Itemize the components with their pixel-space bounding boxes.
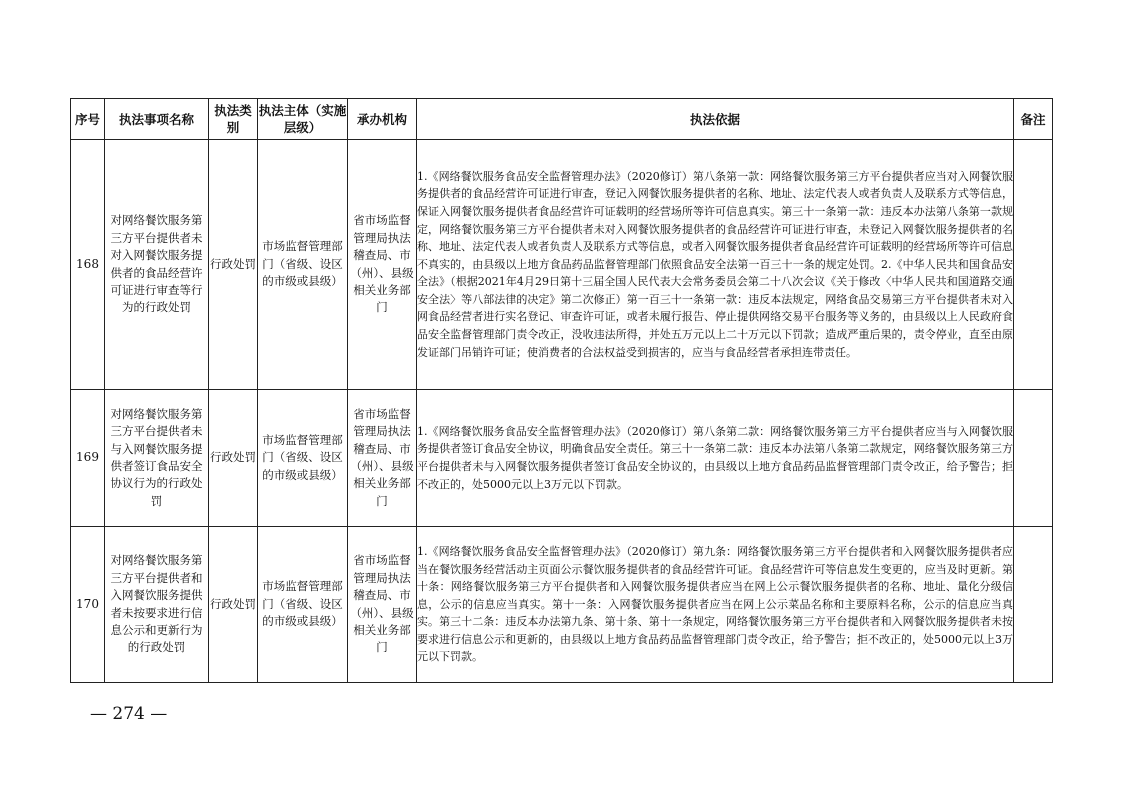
row-basis: 1.《网络餐饮服务食品安全监督管理办法》（2020修订）第九条：网络餐饮服务第三方平台提供者和入网餐饮服务提供者应当在餐饮服务经营活动主页面公示餐饮服务提供者的食品经营许可证。食品经营许可等信息发生变更的，应当及时更新。第十条：网络餐饮服务第三方平台提供者和入网餐饮服务提供者应当在网上公示餐饮服务提供者的名称、地址、量化分级信息，公示的信息应当真实。第十一条：入网餐饮服务提供者应当在网上公示菜品名称和主要原料名称，公示的信息应当真实。第三十二条：违反本办法第九条、第十条、第十一条规定，网络餐饮服务第三方平台提供者和入网餐饮服务提供者未按要求进行信息公示和更新的，由县级以上地方食品药品监督管理部门责令改正，给予警告；拒不改正的，处5000元以上3万元以下罚款。 bbox=[417, 527, 1014, 683]
header-remark: 备注 bbox=[1014, 99, 1053, 140]
row-category: 行政处罚 bbox=[209, 527, 258, 683]
row-item-name: 对网络餐饮服务第三方平台提供者和入网餐饮服务提供者未按要求进行信息公示和更新行为的行政处罚 bbox=[105, 527, 209, 683]
table-row bbox=[71, 527, 1053, 683]
row-subject: 市场监督管理部门（省级、设区的市级或县级） bbox=[258, 390, 348, 527]
row-seq: 168 bbox=[71, 140, 105, 390]
header-category: 执法类别 bbox=[209, 99, 258, 140]
header-subject: 执法主体（实施层级） bbox=[258, 99, 348, 140]
enforcement-items-table bbox=[70, 98, 1053, 683]
row-remark bbox=[1014, 527, 1053, 683]
header-seq: 序号 bbox=[71, 99, 105, 140]
row-org: 省市场监督管理局执法稽查局、市（州）、县级相关业务部门 bbox=[348, 527, 417, 683]
row-remark bbox=[1014, 140, 1053, 390]
row-item-name: 对网络餐饮服务第三方平台提供者未对入网餐饮服务提供者的食品经营许可证进行审查等行为的行政处罚 bbox=[105, 140, 209, 390]
row-org: 省市场监督管理局执法稽查局、市（州）、县级相关业务部门 bbox=[348, 390, 417, 527]
row-subject: 市场监督管理部门（省级、设区的市级或县级） bbox=[258, 527, 348, 683]
table-row bbox=[71, 390, 1053, 527]
row-basis: 1.《网络餐饮服务食品安全监督管理办法》（2020修订）第八条第二款：网络餐饮服务第三方平台提供者应当与入网餐饮服务提供者签订食品安全协议，明确食品安全责任。第三十一条第二款：违反本办法第八条第二款规定，网络餐饮服务第三方平台提供者未与入网餐饮服务提供者签订食品安全协议的，由县级以上地方食品药品监督管理部门责令改正，给予警告；拒不改正的，处5000元以上3万元以下罚款。 bbox=[417, 390, 1014, 527]
row-seq: 169 bbox=[71, 390, 105, 527]
page-number: — 274 — bbox=[90, 704, 168, 724]
row-category: 行政处罚 bbox=[209, 140, 258, 390]
header-basis: 执法依据 bbox=[417, 99, 1014, 140]
row-basis: 1.《网络餐饮服务食品安全监督管理办法》（2020修订）第八条第一款：网络餐饮服务第三方平台提供者应当对入网餐饮服务提供者的食品经营许可证进行审查，登记入网餐饮服务提供者的名称、地址、法定代表人或者负责人及联系方式等信息，保证入网餐饮服务提供者食品经营许可证载明的经营场所等许可信息真实。第三十一条第一款：违反本办法第八条第一款规定，网络餐饮服务第三方平台提供者未对入网餐饮服务提供者的食品经营许可证进行审查，未登记入网餐饮服务提供者的名称、地址、法定代表人或者负责人及联系方式等信息，或者入网餐饮服务提供者食品经营许可证载明的经营场所等许可信息不真实的，由县级以上地方食品药品监督管理部门依照食品安全法第一百三十一条的规定处罚。2.《中华人民共和国食品安全法》（根据2021年4月29日第十三届全国人民代表大会常务委员会第二十八次会议《关于修改〈中华人民共和国道路交通安全法〉等八部法律的决定》第二次修正）第一百三十一条第一款：违反本法规定，网络食品交易第三方平台提供者未对入网食品经营者进行实名登记、审查许可证，或者未履行报告、停止提供网络交易平台服务等义务的，由县级以上人民政府食品安全监督管理部门责令改正，没收违法所得，并处五万元以上二十万元以下罚款；造成严重后果的，责令停业，直至由原发证部门吊销许可证；使消费者的合法权益受到损害的，应当与食品经营者承担连带责任。 bbox=[417, 140, 1014, 390]
row-item-name: 对网络餐饮服务第三方平台提供者未与入网餐饮服务提供者签订食品安全协议行为的行政处罚 bbox=[105, 390, 209, 527]
row-subject: 市场监督管理部门（省级、设区的市级或县级） bbox=[258, 140, 348, 390]
row-remark bbox=[1014, 390, 1053, 527]
table-row bbox=[71, 140, 1053, 390]
table-header-row bbox=[71, 99, 1053, 140]
row-org: 省市场监督管理局执法稽查局、市（州）、县级相关业务部门 bbox=[348, 140, 417, 390]
header-org: 承办机构 bbox=[348, 99, 417, 140]
row-category: 行政处罚 bbox=[209, 390, 258, 527]
row-seq: 170 bbox=[71, 527, 105, 683]
header-name: 执法事项名称 bbox=[105, 99, 209, 140]
